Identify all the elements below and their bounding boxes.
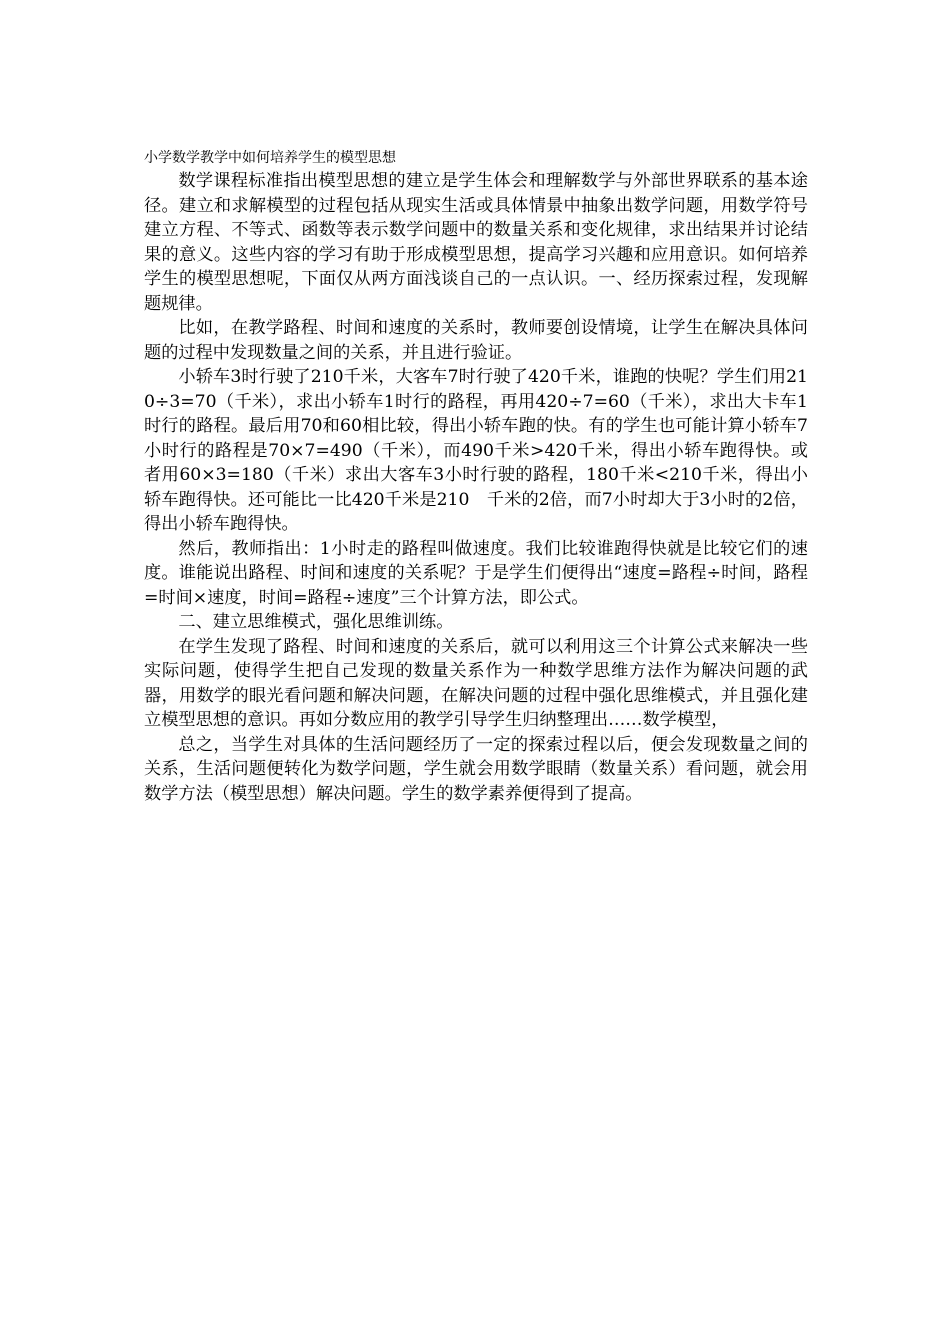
paragraph-thinking-model: 在学生发现了路程、时间和速度的关系后，就可以利用这三个计算公式来解决一些实际问题，使得学生把自己发现的数量关系作为一种数学思维方法作为解决问题的武器，用数学的眼光看问题和解决问题，在解决问题的过程中强化思维模式，并且强化建立模型思想的意识。再如分数应用的教学引导学生归纳整理出……数学模型， [144,636,808,730]
paragraph-speed-formula: 然后，教师指出：1小时走的路程叫做速度。我们比较谁跑得快就是比较它们的速度。谁能说出路程、时间和速度的关系呢？于是学生们便得出“速度=路程÷时间，路程=时间×速度，时间=路程÷速度”三个计算方法，即公式。 [144,538,808,608]
document-title: 小学数学教学中如何培养学生的模型思想 [144,150,396,166]
section-heading-two: 二、建立思维模式，强化思维训练。 [178,612,454,632]
paragraph-conclusion: 总之，当学生对具体的生活问题经历了一定的探索过程以后，便会发现数量之间的关系，生活问题便转化为数学问题，学生就会用数学眼睛（数量关系）看问题，就会用数学方法（模型思想）解决问题。学生的数学素养便得到了提高。 [144,734,808,804]
paragraph-example-setup: 比如，在教学路程、时间和速度的关系时，教师要创设情境，让学生在解决具体问题的过程中发现数量之间的关系，并且进行验证。 [144,318,808,363]
paragraph-intro: 数学课程标准指出模型思想的建立是学生体会和理解数学与外部世界联系的基本途径。建立和求解模型的过程包括从现实生活或具体情景中抽象出数学问题，用数学符号建立方程、不等式、函数等表示数学问题中的数量关系和变化规律，求出结果并讨论结果的意义。这些内容的学习有助于形成模型思想，提高学习兴趣和应用意识。如何培养学生的模型思想呢，下面仅从两方面浅谈自己的一点认识。一、经历探索过程，发现解题规律。 [144,171,808,314]
paragraph-car-problem: 小轿车3时行驶了210千米，大客车7时行驶了420千米，谁跑的快呢？学生们用210÷3=70（千米），求出小轿车1时行的路程，再用420÷7=60（千米），求出大卡车1时行的路程。最后用70和60相比较，得出小轿车跑的快。有的学生也可能计算小轿车7小时行的路程是70×7=490（千米），而490千米>420千米，得出小轿车跑得快。或者用60×3=180（千米）求出大客车3小时行驶的路程，180千米<210千米，得出小轿车跑得快。还可能比一比420千米是210 千米的2倍，而7小时却大于3小时的2倍，得出小轿车跑得快。 [144,367,808,534]
document-page [144,148,808,806]
